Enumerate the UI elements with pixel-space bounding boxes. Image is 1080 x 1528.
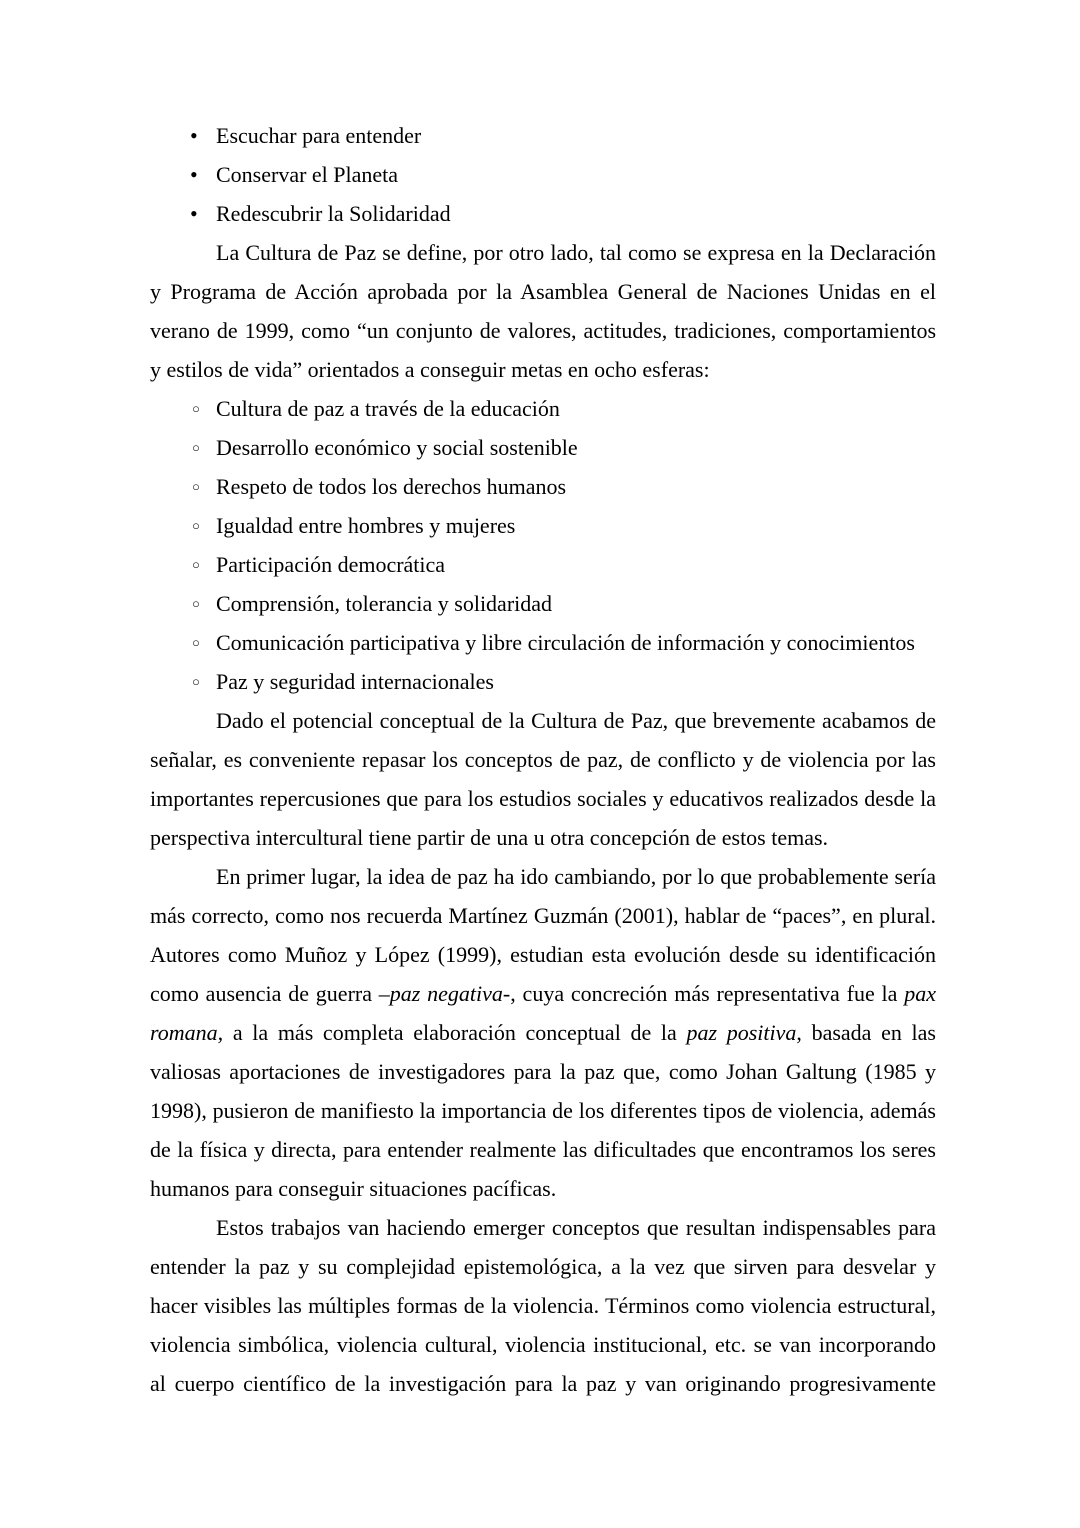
- bullet-icon: •: [190, 123, 198, 148]
- circle-icon: ○: [192, 596, 200, 611]
- list-item-label: Redescubrir la Solidaridad: [216, 201, 451, 226]
- circle-icon: ○: [192, 401, 200, 416]
- list-item: [150, 467, 936, 506]
- circle-icon: ○: [192, 557, 200, 572]
- text-run: , basada en las valiosas aportaciones de investigadores para la paz que, como Johan Galtung (1985 y 1998), pusieron de manifiesto la importancia de los diferentes tipos de violencia, además de la física y directa, para entender realmente las dificultades que encontramos los seres humanos para conseguir situaciones pacíficas.: [150, 1020, 936, 1201]
- paragraph-estos-trabajos: Estos trabajos van haciendo emerger conceptos que resultan indispensables para entender la paz y su complejidad epistemológica, a la vez que sirven para desvelar y hacer visibles las múltiples formas de la violencia. Términos como violencia estructural, violencia simbólica, violencia cultural, violencia institucional, etc. se van incorporando al cuerpo científico de la investigación para la paz y van originando progresivamente: [150, 1215, 936, 1396]
- list-item-label: Respeto de todos los derechos humanos: [216, 474, 567, 499]
- bullet-icon: •: [190, 201, 198, 226]
- list-item: [150, 389, 936, 428]
- italic-term-pax-romana: pax romana,: [150, 981, 936, 1045]
- list-item-label: Participación democrática: [216, 552, 446, 577]
- paragraph-cultura-de-paz-definition: La Cultura de Paz se define, por otro lado, tal como se expresa en la Declaración y Programa de Acción aprobada por la Asamblea General de Naciones Unidas en el verano de 1999, como “un conjunto de valores, actitudes, tradiciones, comportamientos y estilos de vida” orientados a conseguir metas en ocho esferas:: [150, 240, 936, 382]
- list-item-label: Conservar el Planeta: [216, 162, 399, 187]
- circle-icon: ○: [192, 674, 200, 689]
- paragraph-paces-evolucion: [150, 857, 936, 1208]
- paragraph-dado-potencial: Dado el potencial conceptual de la Cultura de Paz, que brevemente acabamos de señalar, es conveniente repasar los conceptos de paz, de conflicto y de violencia por las importantes repercusiones que para los estudios sociales y educativos realizados desde la perspectiva intercultural tiene partir de una u otra concepción de estos temas.: [150, 708, 936, 850]
- values-bullet-list: [150, 116, 936, 233]
- text-run: En primer lugar, la idea de paz ha ido cambiando, por lo que probablemente sería más correcto, como nos recuerda Martínez Guzmán (2001), hablar de “paces”, en plural. Autores como Muñoz y López (1999), estudian esta evolución desde su identificación como ausencia de guerra –: [150, 864, 936, 1006]
- list-item: [150, 194, 936, 233]
- bullet-icon: •: [190, 162, 198, 187]
- spheres-circle-list: [150, 389, 936, 701]
- list-item: [150, 662, 936, 701]
- list-item: [150, 506, 936, 545]
- page-content: [150, 116, 936, 1403]
- italic-term-paz-negativa: paz negativa: [389, 981, 503, 1006]
- list-item-label: Igualdad entre hombres y mujeres: [216, 513, 516, 538]
- circle-icon: ○: [192, 635, 200, 650]
- list-item-label: Paz y seguridad internacionales: [216, 669, 494, 694]
- list-item-label: Comunicación participativa y libre circulación de información y conocimientos: [216, 630, 915, 655]
- italic-term-paz-positiva: paz positiva: [686, 1020, 797, 1045]
- text-run: -, cuya concreción más representativa fue la: [502, 981, 905, 1006]
- list-item: [150, 116, 936, 155]
- circle-icon: ○: [192, 440, 200, 455]
- list-item-label: Cultura de paz a través de la educación: [216, 396, 560, 421]
- text-run: a la más completa elaboración conceptual de la: [223, 1020, 687, 1045]
- list-item-label: Comprensión, tolerancia y solidaridad: [216, 591, 553, 616]
- list-item: [150, 584, 936, 623]
- circle-icon: ○: [192, 518, 200, 533]
- list-item: [150, 155, 936, 194]
- list-item: [150, 623, 936, 662]
- list-item-label: Desarrollo económico y social sostenible: [216, 435, 578, 460]
- list-item: [150, 428, 936, 467]
- circle-icon: ○: [192, 479, 200, 494]
- list-item-label: Escuchar para entender: [216, 123, 422, 148]
- list-item: [150, 545, 936, 584]
